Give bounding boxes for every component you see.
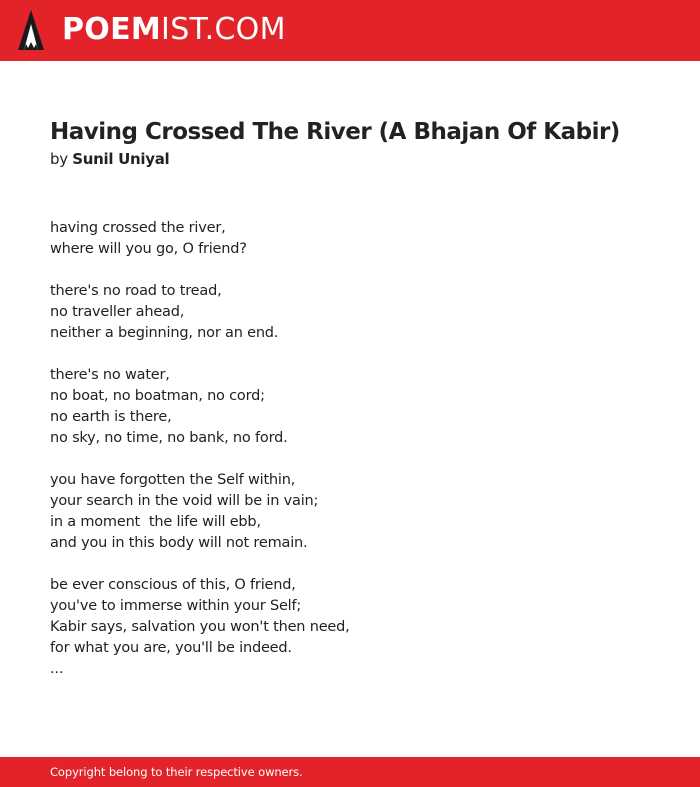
poem-line: Kabir says, salvation you won't then need, bbox=[50, 619, 350, 635]
poem-line: be ever conscious of this, O friend, bbox=[50, 577, 296, 593]
poem-line: in a moment the life will ebb, bbox=[50, 514, 261, 530]
poem-line: and you in this body will not remain. bbox=[50, 535, 308, 551]
poem-line: no boat, no boatman, no cord; bbox=[50, 388, 265, 404]
poem-stanza bbox=[50, 470, 650, 554]
author-name[interactable]: Sunil Uniyal bbox=[72, 150, 170, 168]
poem-line: neither a beginning, nor an end. bbox=[50, 325, 279, 341]
poem-line: you have forgotten the Self within, bbox=[50, 472, 296, 488]
poem-line: there's no road to tread, bbox=[50, 283, 222, 299]
logo-text-bold: POEM bbox=[62, 12, 162, 47]
poem-line: ... bbox=[50, 661, 64, 677]
poem-line: no sky, no time, no bank, no ford. bbox=[50, 430, 288, 446]
poem-line: where will you go, O friend? bbox=[50, 241, 247, 257]
poem-line: there's no water, bbox=[50, 367, 170, 383]
poem-line: you've to immerse within your Self; bbox=[50, 598, 302, 614]
poem-title: Having Crossed The River (A Bhajan Of Kabir) bbox=[50, 119, 620, 145]
poem-stanza bbox=[50, 218, 650, 260]
poem-line: no earth is there, bbox=[50, 409, 172, 425]
site-logo[interactable] bbox=[62, 12, 286, 48]
poem-stanza bbox=[50, 365, 650, 449]
poem-stanza bbox=[50, 575, 650, 680]
byline bbox=[50, 148, 169, 170]
site-header bbox=[0, 0, 700, 61]
pencil-tip-icon[interactable] bbox=[18, 10, 44, 50]
poem-line: no traveller ahead, bbox=[50, 304, 185, 320]
site-footer bbox=[0, 757, 700, 787]
poem-line: your search in the void will be in vain; bbox=[50, 493, 319, 509]
poem-stanza bbox=[50, 281, 650, 344]
copyright-text: Copyright belong to their respective owners. bbox=[50, 765, 303, 779]
poem-line: having crossed the river, bbox=[50, 220, 226, 236]
poem-line: for what you are, you'll be indeed. bbox=[50, 640, 292, 656]
logo-text-light: IST.COM bbox=[161, 12, 286, 47]
by-label: by bbox=[50, 150, 68, 168]
poem-body bbox=[50, 218, 650, 701]
